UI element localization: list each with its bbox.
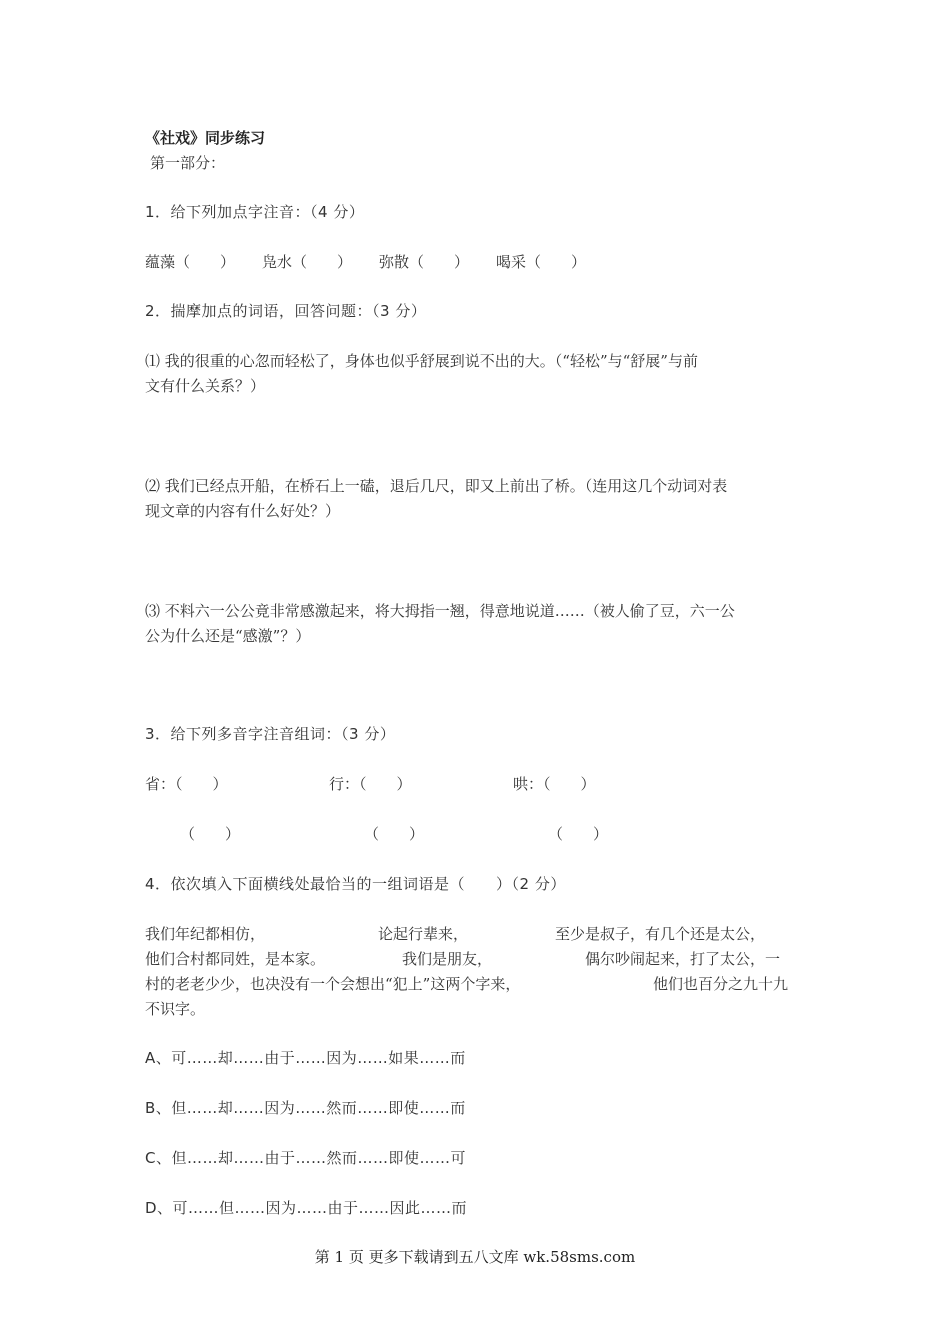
q4-passage-text: 我们年纪都相仿， bbox=[145, 925, 266, 943]
q4-passage-text: 论起行辈来， bbox=[378, 925, 469, 943]
page-footer: 第 1 页 更多下载请到五八文库 wk.58sms.com bbox=[314, 1248, 636, 1266]
q4-option-b: B、但……却……因为……然而……即使……而 bbox=[145, 1099, 466, 1117]
q2-sub3-line1: ⑶ 不料六一公公竟非常感激起来，将大拇指一翘，得意地说道……（被人偷了豆，六一公 bbox=[145, 602, 735, 620]
q4-passage-text: 至少是叔子，有几个还是太公， bbox=[555, 925, 766, 943]
q4-passage-text: 不识字。 bbox=[145, 1000, 206, 1018]
q3-cell: （ ） bbox=[180, 825, 241, 843]
q4-passage-text: 村的老老少少，也决没有一个会想出“犯上”这两个字来， bbox=[145, 975, 521, 993]
q4-option-c: C、但……却……由于……然而……即使……可 bbox=[145, 1149, 466, 1167]
q4-passage-text: 偶尔吵闹起来，打了太公，一 bbox=[585, 950, 781, 968]
q4-passage-text: 他们也百分之九十九 bbox=[653, 975, 789, 993]
part-heading: 第一部分： bbox=[150, 154, 226, 172]
q4-option-d: D、可……但……因为……由于……因此……而 bbox=[145, 1199, 468, 1217]
q2-sub3-line2: 公为什么还是“感激”？） bbox=[145, 627, 311, 645]
q3-cell: 哄：（ ） bbox=[513, 775, 596, 793]
q3-cell: 省：（ ） bbox=[145, 775, 228, 793]
q3-cell: 行：（ ） bbox=[329, 775, 412, 793]
question-1-stem: 1．给下列加点字注音：（4 分） bbox=[145, 203, 365, 221]
q2-sub1-line2: 文有什么关系？） bbox=[145, 377, 266, 395]
q3-cell: （ ） bbox=[548, 825, 609, 843]
question-3-stem: 3．给下列多音字注音组词：（3 分） bbox=[145, 725, 396, 743]
question-2-stem: 2．揣摩加点的词语，回答问题：（3 分） bbox=[145, 302, 427, 320]
q2-sub1-line1: ⑴ 我的很重的心忽而轻松了，身体也似乎舒展到说不出的大。（“轻松”与“舒展”与前 bbox=[145, 352, 698, 370]
q4-option-a: A、可……却……由于……因为……如果……而 bbox=[145, 1049, 466, 1067]
q4-passage-text: 他们合村都同姓，是本家。 bbox=[145, 950, 326, 968]
q1-item: 弥散（ ） bbox=[379, 253, 470, 271]
q1-item: 凫水（ ） bbox=[262, 253, 353, 271]
q2-sub2-line2: 现文章的内容有什么好处？） bbox=[145, 502, 341, 520]
q2-sub2-line1: ⑵ 我们已经点开船，在桥石上一磕，退后几尺，即又上前出了桥。（连用这几个动词对表 bbox=[145, 477, 728, 495]
q1-item: 喝采（ ） bbox=[496, 253, 587, 271]
q4-passage-text: 我们是朋友， bbox=[402, 950, 493, 968]
q3-cell: （ ） bbox=[364, 825, 425, 843]
question-4-stem: 4．依次填入下面横线处最恰当的一组词语是（ ）（2 分） bbox=[145, 875, 566, 893]
page-title: 《社戏》同步练习 bbox=[145, 129, 266, 147]
q1-item: 蕴藻（ ） bbox=[145, 253, 236, 271]
